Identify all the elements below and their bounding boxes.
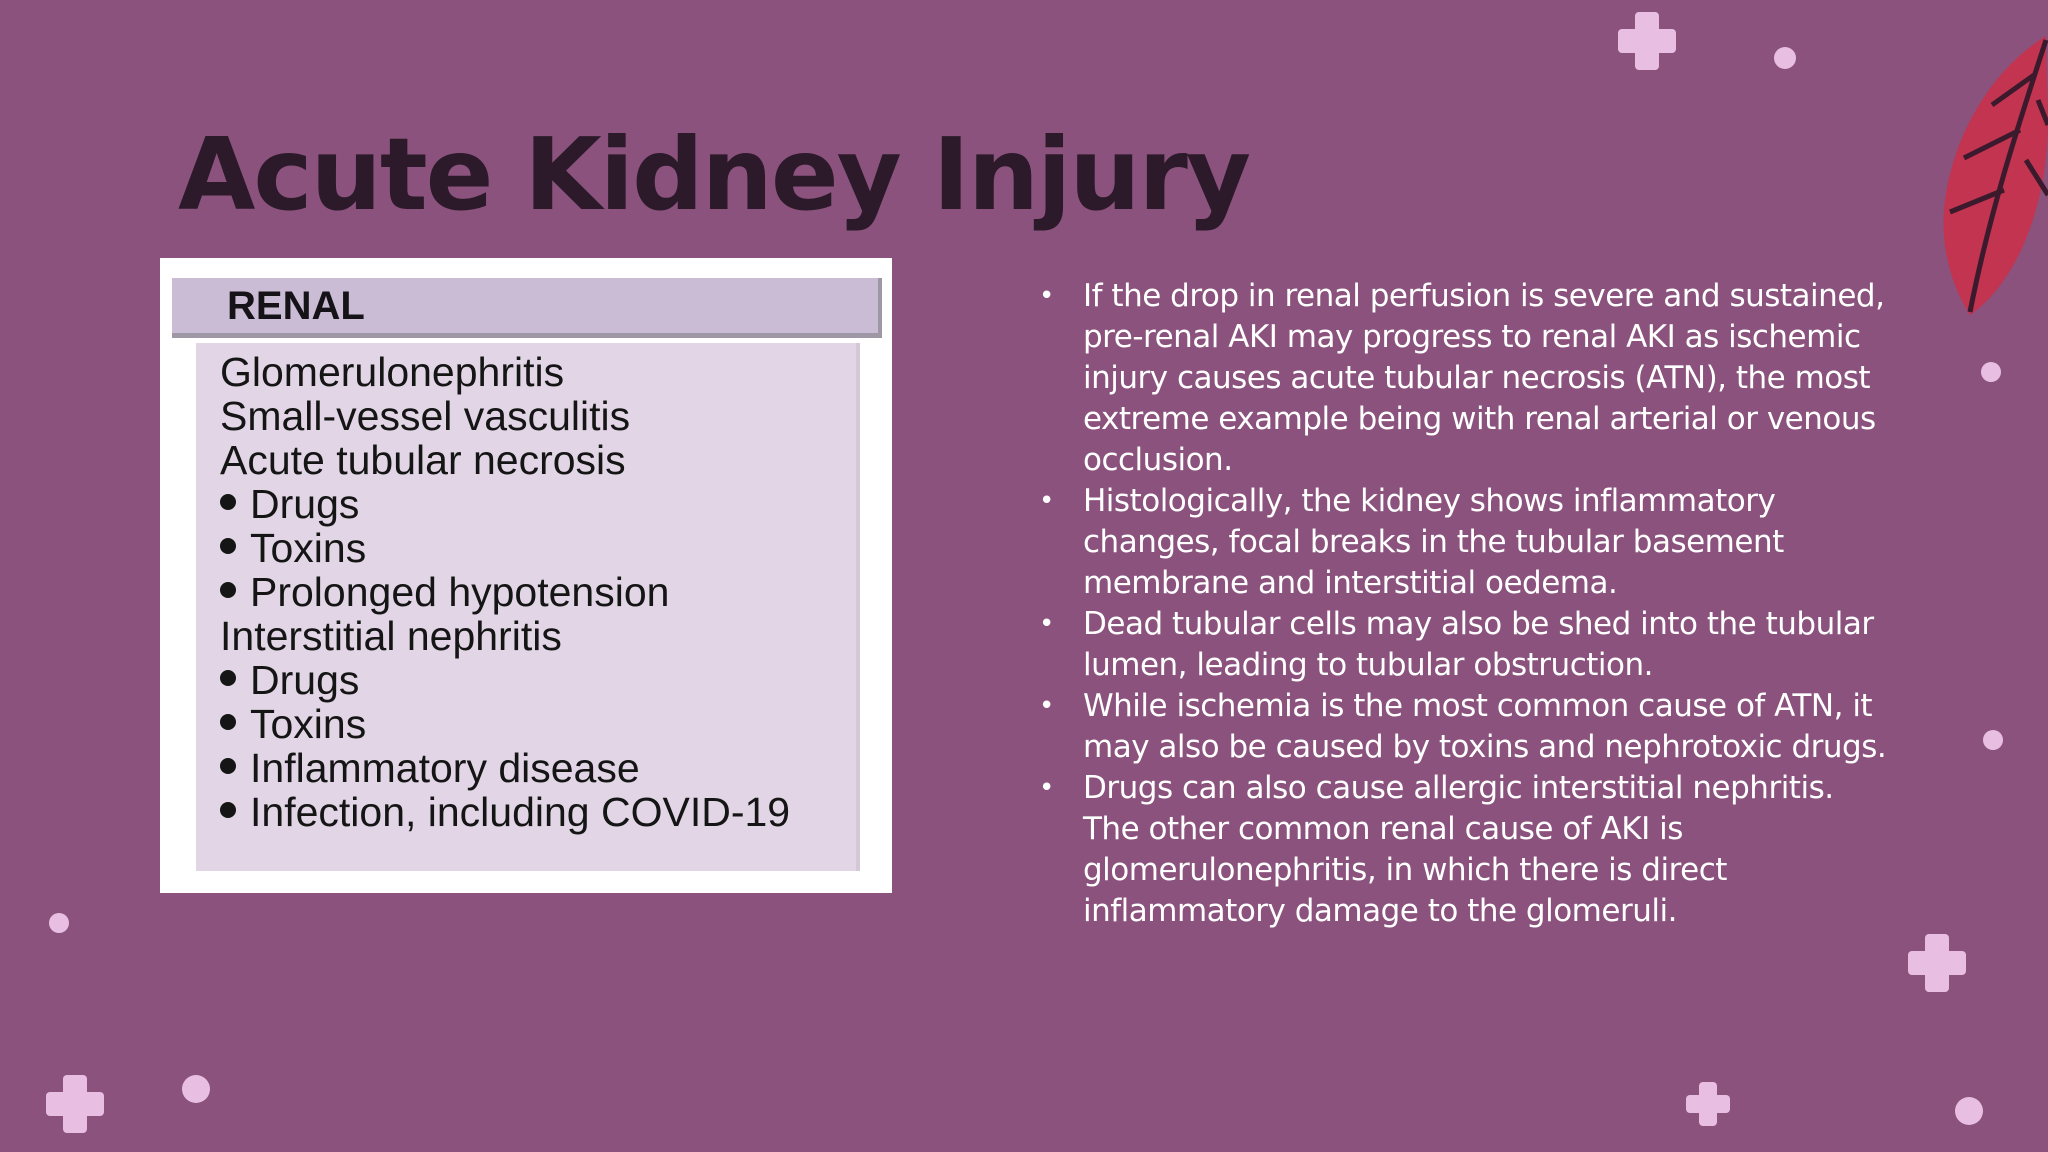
bullet-text: Dead tubular cells may also be shed into the tubular lumen, leading to tubular obstruction. — [1083, 606, 1874, 683]
figure-list-item — [220, 702, 790, 746]
bullet-dot-icon — [220, 538, 236, 554]
slide-title: Acute Kidney Injury — [178, 116, 1250, 233]
bullet-icon: • — [1039, 281, 1054, 311]
figure-list-item-text: Glomerulonephritis — [220, 349, 565, 395]
bullet-item — [1036, 686, 1896, 768]
bullet-dot-icon — [220, 494, 236, 510]
plus-decoration-icon — [1908, 934, 1966, 992]
figure-list-item — [220, 438, 790, 482]
figure-list-item — [220, 746, 790, 790]
bullet-item — [1036, 481, 1896, 604]
bullet-icon: • — [1039, 691, 1054, 721]
figure-list-item — [220, 614, 790, 658]
bullet-icon: • — [1039, 773, 1054, 803]
bullet-dot-icon — [220, 802, 236, 818]
figure-list-item-text: Toxins — [250, 701, 367, 747]
bullet-item — [1036, 276, 1896, 481]
figure-list — [220, 350, 790, 834]
plus-decoration-icon — [46, 1075, 104, 1133]
bullet-item — [1036, 768, 1896, 932]
dot-decoration-icon — [182, 1075, 210, 1103]
bullet-dot-icon — [220, 582, 236, 598]
bullet-text: While ischemia is the most common cause of ATN, it may also be caused by toxins and nephrotoxic drugs. — [1083, 688, 1887, 765]
figure-list-item-text: Inflammatory disease — [250, 745, 640, 791]
bullet-dot-icon — [220, 758, 236, 774]
bullet-list — [1036, 276, 1896, 932]
figure-list-item — [220, 394, 790, 438]
bullet-dot-icon — [220, 714, 236, 730]
plus-decoration-icon — [1686, 1082, 1730, 1126]
bullet-text: If the drop in renal perfusion is severe and sustained, pre-renal AKI may progress to renal AKI as ischemic injury causes acute tubular necrosis (ATN), the most extreme example being with renal arterial or venous occlusion. — [1083, 278, 1885, 478]
figure-list-item-text: Acute tubular necrosis — [220, 437, 626, 483]
dot-decoration-icon — [49, 913, 69, 933]
figure-list-item-text: Infection, including COVID-19 — [250, 789, 791, 835]
figure-list-item-text: Toxins — [250, 525, 367, 571]
figure-list-item — [220, 790, 790, 834]
leaf-decoration-icon — [1930, 30, 2048, 315]
figure-list-item — [220, 526, 790, 570]
figure-list-item-text: Small-vessel vasculitis — [220, 393, 631, 439]
figure-list-item — [220, 482, 790, 526]
figure-list-item-text: Prolonged hypotension — [250, 569, 670, 615]
bullet-text: Drugs can also cause allergic interstitial nephritis. The other common renal cause of AKI is glomerulonephritis, in which there is direct inflammatory damage to the glomeruli. — [1083, 770, 1834, 929]
dot-decoration-icon — [1981, 362, 2001, 382]
bullet-icon: • — [1039, 486, 1054, 516]
figure-header-label: RENAL — [227, 284, 365, 328]
dot-decoration-icon — [1955, 1097, 1983, 1125]
bullet-text: Histologically, the kidney shows inflammatory changes, focal breaks in the tubular basement membrane and interstitial oedema. — [1083, 483, 1784, 601]
figure-list-item — [220, 350, 790, 394]
bullet-icon: • — [1039, 609, 1054, 639]
figure-list-item-text: Drugs — [250, 657, 360, 703]
plus-decoration-icon — [1618, 12, 1676, 70]
figure-list-item-text: Interstitial nephritis — [220, 613, 562, 659]
bullet-dot-icon — [220, 670, 236, 686]
renal-causes-figure — [160, 258, 892, 893]
bullet-item — [1036, 604, 1896, 686]
dot-decoration-icon — [1983, 730, 2003, 750]
figure-list-item — [220, 570, 790, 614]
dot-decoration-icon — [1774, 47, 1796, 69]
figure-list-item — [220, 658, 790, 702]
figure-header — [172, 278, 882, 338]
figure-list-item-text: Drugs — [250, 481, 360, 527]
